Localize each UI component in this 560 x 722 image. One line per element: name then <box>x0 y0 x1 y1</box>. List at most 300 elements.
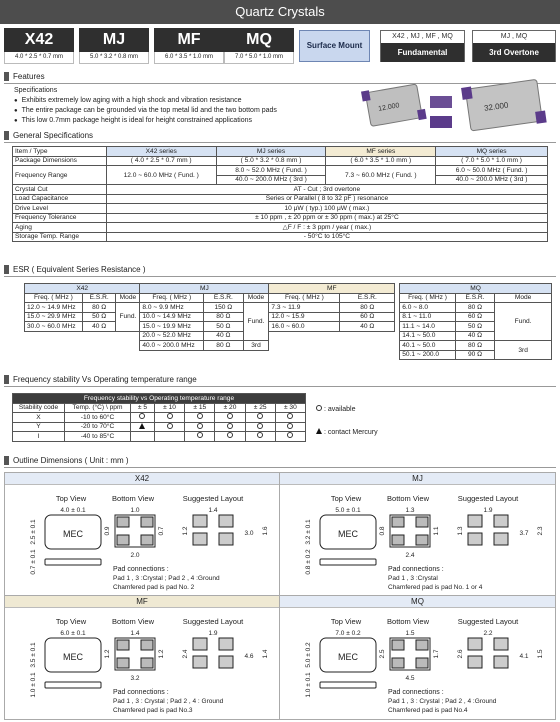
circle-icon <box>287 423 293 429</box>
layout-pad <box>494 515 508 527</box>
suggested-layout-label: Suggested Layout <box>457 494 519 503</box>
table-cell <box>185 422 215 432</box>
outline-title: MJ <box>280 473 555 485</box>
circle-icon <box>257 432 263 438</box>
esr-header <box>4 265 556 277</box>
thickness-dim: 0.8 ± 0.2 <box>305 549 312 575</box>
table-cell: 20.0 ~ 52.0 MHz <box>140 331 204 341</box>
table-header: Temp. (°C) \ ppm <box>65 403 131 413</box>
pad-4 <box>416 640 428 650</box>
top-view-label: Top View <box>55 617 87 626</box>
table-header: Freq. ( MHz ) <box>140 293 204 303</box>
table-cell <box>275 422 305 432</box>
package-name: MQ <box>224 28 294 52</box>
surface-mount-tag: Surface Mount <box>299 30 370 62</box>
layout-pitch-dim: 1.9 <box>208 630 218 637</box>
table-title: Frequency stability vs Operating temperature range <box>13 394 306 404</box>
package-x42 <box>4 28 74 64</box>
table-cell: 40 Ω <box>340 322 395 332</box>
circle-icon <box>227 423 233 429</box>
bottom-view-label: Bottom View <box>387 617 429 626</box>
side-view-package <box>45 682 101 688</box>
stability-header <box>4 375 556 387</box>
mf-drawing <box>5 608 279 718</box>
table-header: ± 5 <box>131 403 155 413</box>
circle-icon <box>287 432 293 438</box>
table-cell: 10 μW ( typ.) 100 μW ( max.) <box>106 204 547 214</box>
table-cell: - 50°C to 105°C <box>106 232 547 242</box>
table-cell: 40.0 ~ 200.0 MHz ( 3rd ) <box>216 175 326 185</box>
table-cell: 15.0 ~ 19.9 MHz <box>140 322 204 332</box>
table-cell: 16.0 ~ 60.0 <box>269 322 340 332</box>
table-header: E.S.R. <box>455 293 494 303</box>
layout-pad <box>468 533 482 545</box>
outline-title: MQ <box>280 596 555 608</box>
height-dim: 3.2 ± 0.1 <box>305 519 312 545</box>
layout-pad <box>219 533 233 545</box>
table-cell <box>275 413 305 423</box>
pad-span-dim: 4.5 <box>405 675 415 682</box>
temp-high: to 70°C <box>92 423 115 431</box>
circle-icon <box>227 432 233 438</box>
package-dim: 6.0 * 3.5 * 1.0 mm <box>154 52 224 64</box>
table-cell: 40.0 ~ 200.0 MHz <box>140 341 204 351</box>
section-bar-icon <box>4 265 9 274</box>
table-cell: 12.0 ~ 14.9 MHz <box>25 303 83 313</box>
package-dim: 5.0 * 3.2 * 0.8 mm <box>79 52 149 64</box>
gap <box>25 341 140 351</box>
pad-pitch-dim: 1.4 <box>130 630 140 637</box>
table-cell: 80 Ω <box>455 341 494 351</box>
circle-icon <box>197 423 203 429</box>
gap <box>269 331 400 341</box>
table-cell: 80 Ω <box>204 312 243 322</box>
pad-connections: Pad 1 , 3 :Crystal ; Pad 2 , 4 :Ground <box>113 575 220 582</box>
pad-span-dim: 2.0 <box>130 552 140 559</box>
layout-height-dim: 2.4 <box>182 649 189 659</box>
table-header: Freq. ( MHz ) <box>269 293 340 303</box>
table-cell: 60 Ω <box>455 312 494 322</box>
table-cell: Aging <box>13 223 107 233</box>
layout-gap-dim: 1.5 <box>537 649 544 659</box>
height-dim: 5.0 ± 0.2 <box>305 642 312 668</box>
table-cell: 7.3 ~ 11.9 <box>269 303 340 313</box>
stability-table <box>12 393 306 442</box>
layout-pad <box>193 638 207 650</box>
table-cell: 3rd <box>243 341 269 351</box>
package-name: MJ <box>79 28 149 52</box>
table-cell: Fund. <box>243 303 269 341</box>
section-bar-icon <box>4 131 9 140</box>
table-header: MQ <box>400 284 552 294</box>
section-label: ESR ( Equivalent Series Resistance ) <box>13 265 146 274</box>
table-cell: I <box>13 432 65 442</box>
legend-label: : contact Mercury <box>323 429 378 436</box>
table-cell: Frequency Tolerance <box>13 213 107 223</box>
legend-contact <box>316 428 378 436</box>
table-cell: 80 Ω <box>455 303 494 313</box>
outline-title: MF <box>5 596 279 608</box>
table-cell: 50 Ω <box>204 322 243 332</box>
table-cell: Fund. <box>116 303 140 332</box>
pad-2 <box>392 658 404 668</box>
page-title: Quartz Crystals <box>0 0 560 24</box>
table-cell: 40 Ω <box>82 322 116 332</box>
pad-2 <box>392 535 404 545</box>
overtone-tag <box>472 30 556 62</box>
table-header: X42 series <box>106 147 216 157</box>
table-cell: 40 Ω <box>455 331 494 341</box>
circle-icon <box>227 413 233 419</box>
pad-pitch-dim: 1.0 <box>130 507 140 514</box>
triangle-icon <box>139 423 145 429</box>
pad-3 <box>416 535 428 545</box>
features-sub: Specifications <box>14 87 58 94</box>
table-cell <box>245 422 275 432</box>
pad-height-dim: 2.5 <box>379 649 386 659</box>
table-header: Mode <box>243 293 269 303</box>
table-cell: ( 4.0 * 2.5 * 0.7 mm ) <box>106 156 216 166</box>
layout-span-dim: 4.6 <box>244 653 254 660</box>
package-dim: 4.0 * 2.5 * 0.7 mm <box>4 52 74 64</box>
table-cell <box>65 413 131 423</box>
layout-pad <box>494 656 508 668</box>
legend-available <box>316 405 355 413</box>
table-cell: 11.1 ~ 14.0 <box>400 322 456 332</box>
table-cell: X <box>13 413 65 423</box>
tag-top: X42 , MJ , MF , MQ <box>381 31 464 43</box>
table-cell: 40 Ω <box>204 331 243 341</box>
table-header: Stability code <box>13 403 65 413</box>
table-cell: ± 10 ppm , ± 20 ppm or ± 30 ppm ( max.) at 25°C <box>106 213 547 223</box>
layout-pad <box>219 656 233 668</box>
gap <box>25 350 400 360</box>
pad-pitch-dim: 1.3 <box>405 507 415 514</box>
temp-low: -20 <box>80 423 91 431</box>
table-cell <box>65 422 131 432</box>
layout-gap-dim: 1.6 <box>262 526 269 536</box>
pad-gap-dim: 0.7 <box>158 526 165 536</box>
table-cell: △F / F : ± 3 ppm / year ( max.) <box>106 223 547 233</box>
feature-item: ● The entire package can be grounded via the top metal lid and the two bottom pads <box>14 106 277 116</box>
feature-item: ● Exhibits extremely low aging with a high shock and vibration resistance <box>14 96 277 106</box>
bottom-view-label: Bottom View <box>112 494 154 503</box>
top-view-label: Top View <box>330 494 362 503</box>
table-header: E.S.R. <box>204 293 243 303</box>
layout-pitch-dim: 1.9 <box>483 507 493 514</box>
chamfer-note: Chamfered pad is pad No.3 <box>113 707 193 714</box>
general-header <box>4 131 556 143</box>
table-header: Freq. ( MHz ) <box>400 293 456 303</box>
table-cell: 60 Ω <box>340 312 395 322</box>
table-cell: 8.0 ~ 52.0 MHz ( Fund. ) <box>216 166 326 176</box>
table-header: Mode <box>495 293 552 303</box>
table-header: MJ <box>140 284 269 294</box>
table-cell: 12.0 ~ 15.9 <box>269 312 340 322</box>
table-cell: 8.1 ~ 11.0 <box>400 312 456 322</box>
package-marking: MEC <box>338 652 358 662</box>
package-marking: MEC <box>63 652 83 662</box>
layout-pad <box>219 638 233 650</box>
temp-low: -40 <box>80 432 91 440</box>
table-cell <box>215 413 245 423</box>
table-header: ± 10 <box>154 403 184 413</box>
layout-height-dim: 1.3 <box>457 526 464 536</box>
table-cell: 12.0 ~ 60.0 MHz ( Fund. ) <box>106 166 216 185</box>
table-cell: ( 7.0 * 5.0 * 1.0 mm ) <box>436 156 548 166</box>
table-row <box>13 413 306 423</box>
features-list <box>14 86 277 126</box>
table-cell: AT - Cut ; 3rd overtone <box>106 185 547 195</box>
table-row <box>13 422 306 432</box>
pad-gap-dim: 1.7 <box>433 649 440 659</box>
table-header: MF series <box>326 147 436 157</box>
pad-2 <box>117 658 129 668</box>
table-header: Item / Type <box>13 147 107 157</box>
pad-3 <box>416 658 428 668</box>
pad-span-dim: 2.4 <box>405 552 415 559</box>
table-cell: 150 Ω <box>204 303 243 313</box>
table-row <box>13 432 306 442</box>
pad-title: Pad connections : <box>388 566 444 573</box>
table-cell: 50 Ω <box>82 312 116 322</box>
pad-title: Pad connections : <box>113 566 169 573</box>
width-dim: 4.0 ± 0.1 <box>60 507 86 514</box>
table-cell: Series or Parallel ( 8 to 32 pF ) resonance <box>106 194 547 204</box>
pad-1 <box>392 640 404 650</box>
table-cell <box>131 413 155 423</box>
table-cell: 6.0 ~ 8.0 <box>400 303 456 313</box>
table-header: MF <box>269 284 395 294</box>
layout-pad <box>193 533 207 545</box>
table-cell: Fund. <box>495 303 552 341</box>
table-cell: 10.0 ~ 14.9 MHz <box>140 312 204 322</box>
mj-drawing <box>280 485 554 595</box>
width-dim: 5.0 ± 0.1 <box>335 507 361 514</box>
pad-3 <box>141 658 153 668</box>
pad-pitch-dim: 1.5 <box>405 630 415 637</box>
table-cell <box>185 432 215 442</box>
x42-drawing <box>5 485 279 595</box>
table-cell <box>154 432 184 442</box>
section-label: General Specifications <box>13 131 94 140</box>
height-dim: 3.5 ± 0.1 <box>30 642 37 668</box>
chamfer-note: Chamfered pad is pad No.4 <box>388 707 468 714</box>
table-cell <box>245 432 275 442</box>
feature-item: ● This low 0.7mm package height is ideal for height constrained applications <box>14 116 277 126</box>
table-cell <box>131 422 155 432</box>
section-label: Frequency stability Vs Operating temperature range <box>13 375 197 384</box>
width-dim: 6.0 ± 0.1 <box>60 630 86 637</box>
side-view-package <box>45 559 101 565</box>
table-cell <box>154 422 184 432</box>
table-header: ± 15 <box>185 403 215 413</box>
layout-gap-dim: 2.3 <box>537 526 544 536</box>
chamfer-note: Chamfered pad is pad No. 2 <box>113 584 195 591</box>
table-cell: Crystal Cut <box>13 185 107 195</box>
table-cell: 50 Ω <box>455 322 494 332</box>
table-cell: 40.0 ~ 200.0 MHz ( 3rd ) <box>436 175 548 185</box>
table-cell: 80 Ω <box>340 303 395 313</box>
tag-bottom: 3rd Overtone <box>473 43 555 62</box>
circle-icon <box>197 413 203 419</box>
layout-pad <box>468 515 482 527</box>
pad-connections: Pad 1 , 3 : Crystal ; Pad 2 , 4 :Ground <box>388 698 497 705</box>
table-header: E.S.R. <box>340 293 395 303</box>
table-cell: Frequency Range <box>13 166 107 185</box>
temp-high: to 60°C <box>92 413 115 421</box>
gap <box>25 331 140 341</box>
package-mj <box>79 28 149 64</box>
legend-label: : available <box>323 406 356 413</box>
section-bar-icon <box>4 375 9 384</box>
pad-height-dim: 1.2 <box>104 649 111 659</box>
esr-table <box>24 283 552 360</box>
table-header: ± 20 <box>215 403 245 413</box>
chamfer-note: Chamfered pad is pad No. 1 or 4 <box>388 584 483 591</box>
fundamental-tag <box>380 30 465 62</box>
layout-pitch-dim: 1.4 <box>208 507 218 514</box>
section-label: Outline Dimensions ( Unit : mm ) <box>13 456 129 465</box>
layout-pad <box>193 515 207 527</box>
table-cell: Drive Level <box>13 204 107 214</box>
package-marking: MEC <box>338 529 358 539</box>
circle-icon <box>316 405 322 411</box>
temp-high: to 85°C <box>92 432 115 440</box>
pad-3 <box>141 535 153 545</box>
table-cell <box>215 432 245 442</box>
triangle-icon <box>316 428 322 434</box>
table-cell <box>275 432 305 442</box>
table-cell <box>185 413 215 423</box>
outline-title: X42 <box>5 473 279 485</box>
pad-gap-dim: 1.2 <box>158 649 165 659</box>
pad-1 <box>117 640 129 650</box>
circle-icon <box>287 413 293 419</box>
suggested-layout-label: Suggested Layout <box>457 617 519 626</box>
table-cell: 3rd <box>495 341 552 360</box>
circle-icon <box>167 413 173 419</box>
table-cell: 40.1 ~ 50.0 <box>400 341 456 351</box>
table-cell <box>215 422 245 432</box>
table-header: ± 30 <box>275 403 305 413</box>
layout-pad <box>193 656 207 668</box>
table-header: E.S.R. <box>82 293 116 303</box>
table-header: Mode <box>116 293 140 303</box>
pad-1 <box>392 517 404 527</box>
table-cell: Package Dimensions <box>13 156 107 166</box>
outline-panel <box>4 472 556 720</box>
pad-height-dim: 0.8 <box>379 526 386 536</box>
photo-label: 12.000 <box>377 102 401 113</box>
suggested-layout-label: Suggested Layout <box>182 494 244 503</box>
pad-4 <box>141 517 153 527</box>
table-cell: 80 Ω <box>204 341 243 351</box>
layout-pad <box>219 515 233 527</box>
suggested-layout-label: Suggested Layout <box>182 617 244 626</box>
thickness-dim: 0.7 ± 0.1 <box>30 549 37 575</box>
temp-low: -10 <box>80 413 91 421</box>
layout-pad <box>494 638 508 650</box>
photo-label: 32.000 <box>483 100 509 113</box>
layout-span-dim: 3.0 <box>244 530 254 537</box>
pad-title: Pad connections : <box>113 689 169 696</box>
layout-height-dim: 2.6 <box>457 649 464 659</box>
table-cell: 15.0 ~ 29.9 MHz <box>25 312 83 322</box>
package-mf <box>154 28 224 64</box>
package-marking: MEC <box>63 529 83 539</box>
top-view-label: Top View <box>55 494 87 503</box>
pad-gap-dim: 1.1 <box>433 526 440 536</box>
layout-span-dim: 4.1 <box>519 653 529 660</box>
table-cell: 90 Ω <box>455 350 494 360</box>
table-header: Freq. ( MHz ) <box>25 293 83 303</box>
table-header: MJ series <box>216 147 326 157</box>
table-cell: 30.0 ~ 60.0 MHz <box>25 322 83 332</box>
circle-icon <box>257 423 263 429</box>
bottom-view-label: Bottom View <box>387 494 429 503</box>
pad-2 <box>117 535 129 545</box>
table-cell: ( 6.0 * 3.5 * 1.0 mm ) <box>326 156 436 166</box>
section-bar-icon <box>4 456 9 465</box>
layout-span-dim: 3.7 <box>519 530 529 537</box>
pad-title: Pad connections : <box>388 689 444 696</box>
circle-icon <box>197 432 203 438</box>
outline-header <box>4 456 556 468</box>
layout-gap-dim: 1.4 <box>262 649 269 659</box>
crystal-photo-image <box>360 78 550 134</box>
table-header: MQ series <box>436 147 548 157</box>
pad-height-dim: 0.9 <box>104 526 111 536</box>
circle-icon <box>167 423 173 429</box>
pad-4 <box>141 640 153 650</box>
layout-height-dim: 1.2 <box>182 526 189 536</box>
side-view-package <box>320 682 376 688</box>
package-mq <box>224 28 294 64</box>
width-dim: 7.0 ± 0.2 <box>335 630 361 637</box>
mq-drawing <box>280 608 554 718</box>
table-header: X42 <box>25 284 140 294</box>
pad-span-dim: 3.2 <box>130 675 140 682</box>
table-cell <box>154 413 184 423</box>
table-cell <box>65 432 131 442</box>
general-spec-table <box>12 146 548 242</box>
circle-icon <box>139 413 145 419</box>
table-cell: Load Capacitance <box>13 194 107 204</box>
table-cell: Storage Temp. Range <box>13 232 107 242</box>
circle-icon <box>257 413 263 419</box>
table-cell <box>131 432 155 442</box>
top-view-label: Top View <box>330 617 362 626</box>
table-cell: 8.0 ~ 9.9 MHz <box>140 303 204 313</box>
table-cell: 7.3 ~ 60.0 MHz ( Fund. ) <box>326 166 436 185</box>
side-view-package <box>320 559 376 565</box>
section-label: Features <box>13 72 45 81</box>
table-cell: 80 Ω <box>82 303 116 313</box>
tag-bottom: Fundamental <box>381 43 464 62</box>
tag-top: MJ , MQ <box>473 31 555 43</box>
thickness-dim: 1.0 ± 0.1 <box>30 672 37 698</box>
layout-pitch-dim: 2.2 <box>483 630 493 637</box>
height-dim: 2.5 ± 0.1 <box>30 519 37 545</box>
table-cell: 6.0 ~ 50.0 MHz ( Fund. ) <box>436 166 548 176</box>
pad-connections: Pad 1 , 3 :Crystal <box>388 575 438 582</box>
table-cell: 50.1 ~ 200.0 <box>400 350 456 360</box>
layout-pad <box>494 533 508 545</box>
layout-pad <box>468 656 482 668</box>
bottom-view-label: Bottom View <box>112 617 154 626</box>
package-name: X42 <box>4 28 74 52</box>
